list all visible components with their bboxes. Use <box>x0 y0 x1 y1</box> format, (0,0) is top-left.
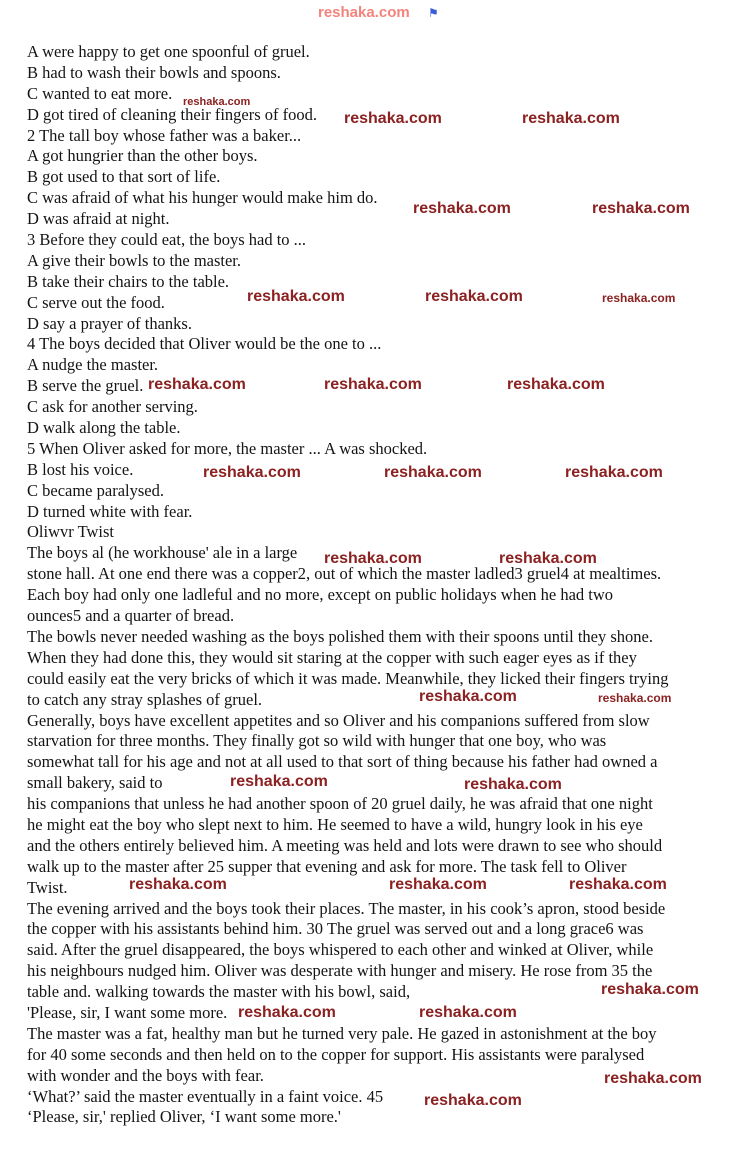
watermark: reshaka.com <box>230 773 328 790</box>
watermark: reshaka.com <box>238 1004 336 1021</box>
watermark: reshaka.com <box>425 288 523 305</box>
text-line: The boys al (he workhouse' ale in a large <box>27 543 298 563</box>
watermark: reshaka.com <box>389 876 487 893</box>
watermark: reshaka.com <box>247 288 345 305</box>
watermark: reshaka.com <box>507 376 605 393</box>
watermark: reshaka.com <box>569 876 667 893</box>
text-line: The evening arrived and the boys took their places. The master, in his cook’s apron, stood beside <box>27 898 666 918</box>
watermark: reshaka.com <box>601 981 699 998</box>
text-line: D turned white with fear. <box>27 501 193 521</box>
text-line: D walk along the table. <box>27 418 181 438</box>
watermark: reshaka.com <box>602 291 676 305</box>
document-text <box>27 42 743 1128</box>
watermark-flag-icon: ⚑ <box>428 6 439 20</box>
text-line: walk up to the master after 25 supper that evening and ask for more. The task fell to Oliver <box>27 856 627 876</box>
text-line: said. After the gruel disappeared, the boys whispered to each other and winked at Oliver, while <box>27 940 654 960</box>
watermark: reshaka.com <box>419 688 517 705</box>
text-line: D was afraid at night. <box>27 209 170 229</box>
watermark: reshaka.com <box>148 376 246 393</box>
text-line: C wanted to eat more. <box>27 83 173 103</box>
text-line: Each boy had only one ladleful and no more, except on public holidays when he had two <box>27 585 614 605</box>
text-line: he might eat the boy who slept next to him. He seemed to have a wild, hungry look in his eye <box>27 814 643 834</box>
text-line: B serve the gruel. <box>27 376 144 396</box>
watermark: reshaka.com <box>129 876 227 893</box>
text-line: C serve out the food. <box>27 292 165 312</box>
text-line: 4 The boys decided that Oliver would be the one to ... <box>27 334 382 354</box>
text-line: his companions that unless he had another spoon of 20 gruel daily, he was afraid that one night <box>27 794 653 814</box>
text-line: small bakery, said to <box>27 773 163 793</box>
text-line: somewhat tall for his age and not at all used to that sort of thing because his father had owned a <box>27 752 658 772</box>
text-line: A nudge the master. <box>27 355 159 375</box>
watermark: reshaka.com <box>565 464 663 481</box>
watermark: reshaka.com <box>592 200 690 217</box>
text-line: ‘What?’ said the master eventually in a faint voice. 45 <box>27 1086 384 1106</box>
watermark: reshaka.com <box>522 110 620 127</box>
watermark: reshaka.com <box>318 4 410 21</box>
text-line: The master was a fat, healthy man but he turned very pale. He gazed in astonishment at the boy <box>27 1023 657 1043</box>
watermark: reshaka.com <box>424 1092 522 1109</box>
text-line: B got used to that sort of life. <box>27 167 221 187</box>
text-line: could easily eat the very bricks of which it was made. Meanwhile, they licked their fingers trying <box>27 668 669 688</box>
text-line: D say a prayer of thanks. <box>27 313 192 333</box>
text-line: D got tired of cleaning their fingers of food. <box>27 104 318 124</box>
text-line: table and. walking towards the master with his bowl, said, <box>27 982 411 1002</box>
text-line: B had to wash their bowls and spoons. <box>27 62 281 82</box>
text-line: 3 Before they could eat, the boys had to ... <box>27 230 307 250</box>
text-line: B take their chairs to the table. <box>27 271 230 291</box>
watermark: reshaka.com <box>598 691 672 705</box>
text-line: his neighbours nudged him. Oliver was desperate with hunger and misery. He rose from 35 the <box>27 961 653 981</box>
watermark: reshaka.com <box>384 464 482 481</box>
text-line: 'Please, sir, I want some more. <box>27 1002 228 1022</box>
text-line: starvation for three months. They finally got so wild with hunger that one boy, who was <box>27 731 607 751</box>
watermark: reshaka.com <box>499 550 597 567</box>
watermark: reshaka.com <box>324 550 422 567</box>
story-title: Oliwvr Twist <box>27 522 115 542</box>
watermark: reshaka.com <box>464 776 562 793</box>
text-line: to catch any stray splashes of gruel. <box>27 689 263 709</box>
watermark: reshaka.com <box>604 1070 702 1087</box>
text-line: 5 When Oliver asked for more, the master ... A was shocked. <box>27 438 428 458</box>
text-line: Twist. <box>27 877 68 897</box>
text-line: The bowls never needed washing as the boys polished them with their spoons until they shone. <box>27 626 653 646</box>
text-line: and the others entirely believed him. A meeting was held and lots were drawn to see who should <box>27 835 663 855</box>
watermark: reshaka.com <box>183 96 251 108</box>
text-line: C was afraid of what his hunger would make him do. <box>27 188 378 208</box>
text-line: A give their bowls to the master. <box>27 250 242 270</box>
text-line: Generally, boys have excellent appetites and so Oliver and his companions suffered from slow <box>27 710 650 730</box>
text-line: A got hungrier than the other boys. <box>27 146 258 166</box>
text-line: ‘Please, sir,' replied Oliver, ‘I want some more.' <box>27 1107 341 1127</box>
watermark: reshaka.com <box>324 376 422 393</box>
watermark: reshaka.com <box>203 464 301 481</box>
text-line: A were happy to get one spoonful of gruel. <box>27 42 310 61</box>
text-line: When they had done this, they would sit staring at the copper with such eager eyes as if they <box>27 647 637 667</box>
watermark: reshaka.com <box>419 1004 517 1021</box>
text-line: for 40 some seconds and then held on to the copper for support. His assistants were paralysed <box>27 1044 645 1064</box>
text-line: B lost his voice. <box>27 459 134 479</box>
watermark: reshaka.com <box>413 200 511 217</box>
text-line: 2 The tall boy whose father was a baker... <box>27 125 302 145</box>
text-line: with wonder and the boys with fear. <box>27 1065 264 1085</box>
text-line: stone hall. At one end there was a copper2, out of which the master ladled3 gruel4 at mealtimes. <box>27 564 662 584</box>
text-line: the copper with his assistants behind him. 30 The gruel was served out and a long grace6 was <box>27 919 644 939</box>
text-line: C became paralysed. <box>27 480 164 500</box>
text-line: ounces5 and a quarter of bread. <box>27 606 235 626</box>
text-line: C ask for another serving. <box>27 397 198 417</box>
watermark: reshaka.com <box>344 110 442 127</box>
